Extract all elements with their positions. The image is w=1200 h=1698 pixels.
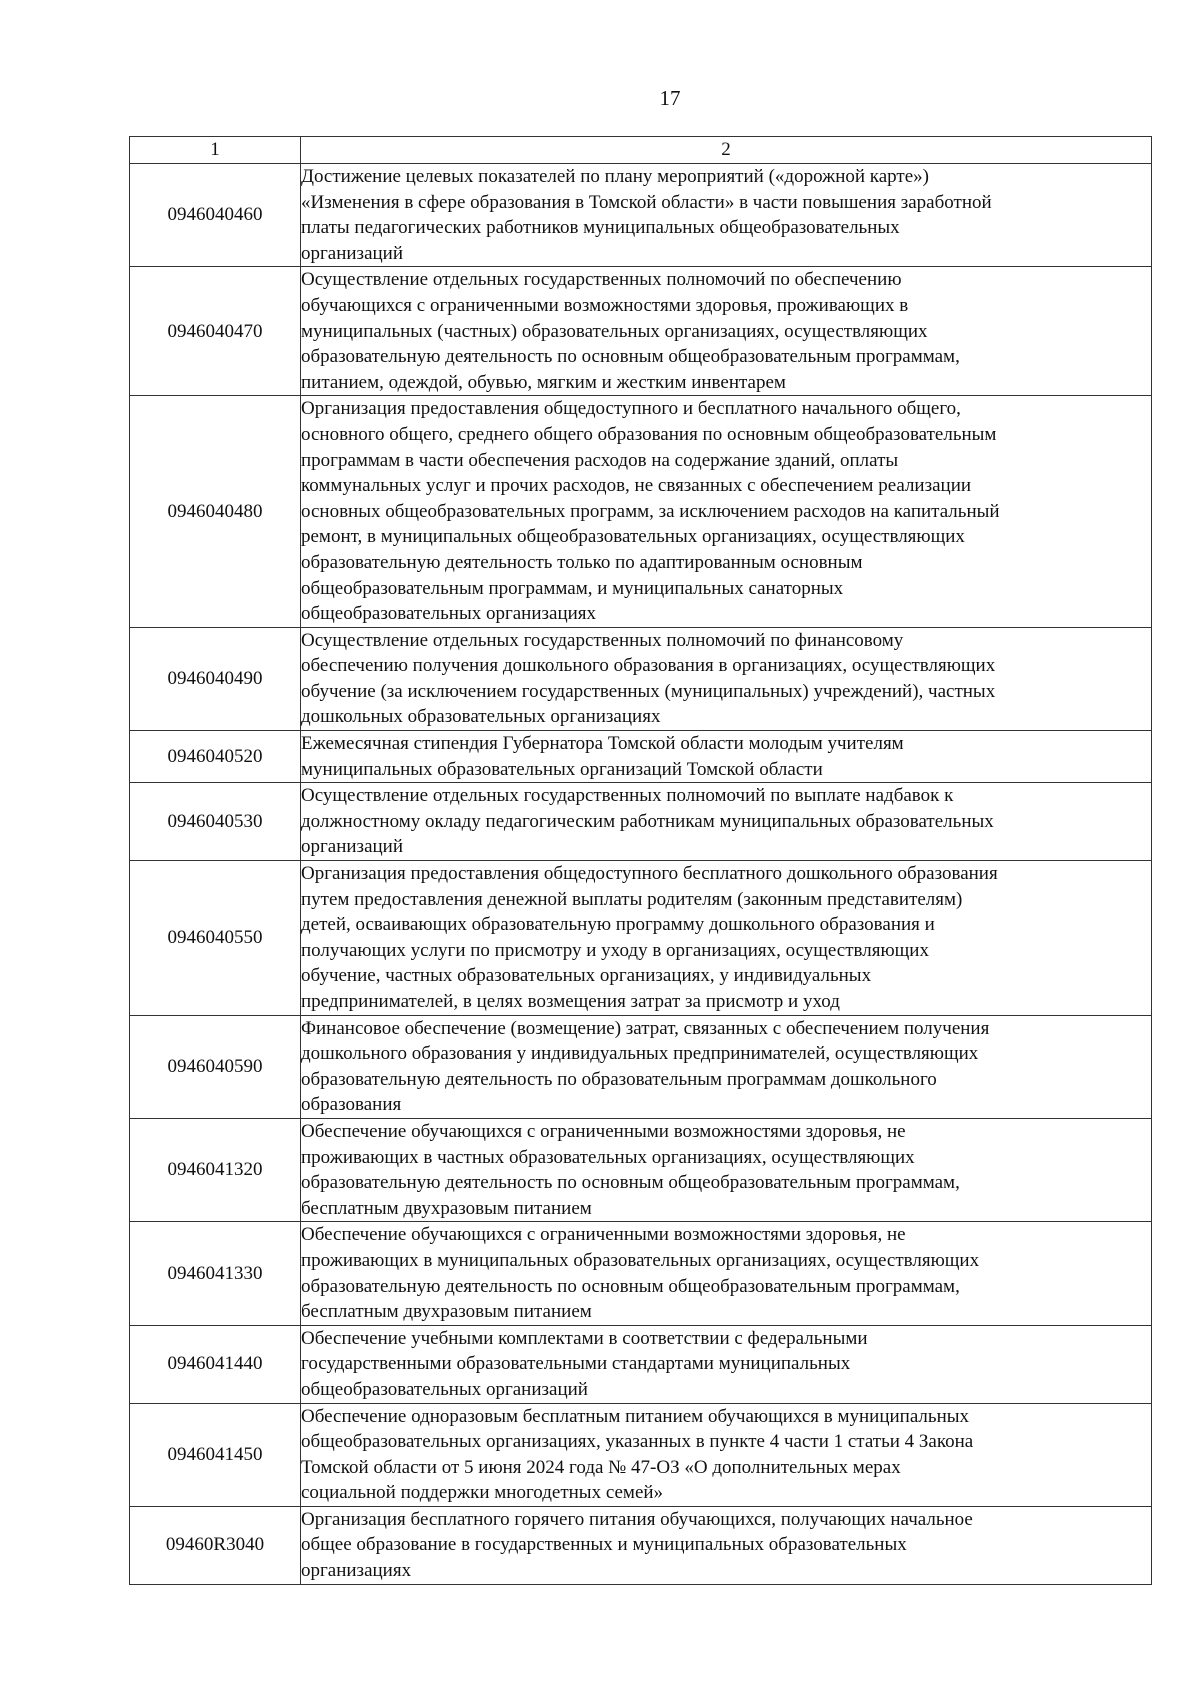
description-line: Обеспечение учебными комплектами в соответствии с федеральными bbox=[301, 1327, 868, 1349]
description-line: муниципальных образовательных организаций Томской области bbox=[301, 758, 823, 780]
description-line: обучение, частных образовательных организациях, у индивидуальных bbox=[301, 965, 872, 987]
description-line: Томской области от 5 июня 2024 года № 47-ОЗ «О дополнительных мерах bbox=[301, 1456, 901, 1478]
description-line: программам в части обеспечения расходов на содержание зданий, оплаты bbox=[301, 449, 899, 471]
table-row bbox=[130, 783, 1152, 861]
row-code: 0946041320 bbox=[130, 1118, 301, 1221]
row-code: 0946041450 bbox=[130, 1403, 301, 1506]
row-code: 09460R3040 bbox=[130, 1506, 301, 1584]
description-line: Осуществление отдельных государственных полномочий по выплате надбавок к bbox=[301, 785, 954, 807]
table-row bbox=[130, 1506, 1152, 1584]
description-line: ремонт, в муниципальных общеобразовательных организациях, осуществляющих bbox=[301, 526, 965, 548]
description-line: общее образование в государственных и муниципальных образовательных bbox=[301, 1534, 907, 1556]
table-row bbox=[130, 731, 1152, 783]
description-line: предпринимателей, в целях возмещения затрат за присмотр и уход bbox=[301, 991, 840, 1012]
budget-codes-table bbox=[129, 136, 1152, 1585]
description-line: детей, осваивающих образовательную программу дошкольного образования и bbox=[301, 914, 935, 936]
description-line: общеобразовательным программам, и муниципальных санаторных bbox=[301, 577, 844, 599]
description-line: путем предоставления денежной выплаты родителям (законным представителям) bbox=[301, 888, 963, 910]
row-description bbox=[301, 1118, 1152, 1221]
row-description bbox=[301, 1403, 1152, 1506]
description-line: Организация предоставления общедоступного и бесплатного начального общего, bbox=[301, 398, 961, 420]
row-description bbox=[301, 783, 1152, 861]
row-description bbox=[301, 164, 1152, 267]
row-code: 0946041330 bbox=[130, 1222, 301, 1325]
description-line: Осуществление отдельных государственных полномочий по обеспечению bbox=[301, 269, 902, 291]
description-line: дошкольного образования у индивидуальных предпринимателей, осуществляющих bbox=[301, 1043, 979, 1065]
table-row bbox=[130, 267, 1152, 396]
description-line: организаций bbox=[301, 242, 404, 264]
table-row bbox=[130, 627, 1152, 730]
description-line: муниципальных (частных) образовательных организациях, осуществляющих bbox=[301, 320, 928, 342]
row-code: 0946040590 bbox=[130, 1015, 301, 1118]
row-description bbox=[301, 1506, 1152, 1584]
description-line: получающих услуги по присмотру и уходу в организациях, осуществляющих bbox=[301, 939, 929, 961]
description-line: общеобразовательных организациях bbox=[301, 603, 597, 625]
table-row bbox=[130, 164, 1152, 267]
row-description bbox=[301, 731, 1152, 783]
description-line: Обеспечение одноразовым бесплатным питанием обучающихся в муниципальных bbox=[301, 1405, 970, 1427]
table-row bbox=[130, 1222, 1152, 1325]
row-code: 0946040530 bbox=[130, 783, 301, 861]
description-line: организациях bbox=[301, 1560, 412, 1582]
description-line: Достижение целевых показателей по плану мероприятий («дорожной карте») bbox=[301, 166, 929, 187]
row-description bbox=[301, 627, 1152, 730]
column-header-code: 1 bbox=[130, 137, 301, 164]
row-code: 0946040550 bbox=[130, 861, 301, 1016]
description-line: платы педагогических работников муниципальных общеобразовательных bbox=[301, 217, 900, 239]
description-line: обучение (за исключением государственных (муниципальных) учреждений), частных bbox=[301, 680, 996, 702]
page-number: 17 bbox=[659, 86, 681, 110]
row-code: 0946040520 bbox=[130, 731, 301, 783]
description-line: социальной поддержки многодетных семей» bbox=[301, 1482, 664, 1504]
table-header-row bbox=[130, 137, 1152, 164]
table-row bbox=[130, 861, 1152, 1016]
description-line: коммунальных услуг и прочих расходов, не связанных с обеспечением реализации bbox=[301, 475, 972, 497]
row-code: 0946040490 bbox=[130, 627, 301, 730]
row-description bbox=[301, 1325, 1152, 1403]
description-line: Обеспечение обучающихся с ограниченными возможностями здоровья, не bbox=[301, 1120, 906, 1142]
description-line: образовательную деятельность по образовательным программам дошкольного bbox=[301, 1068, 937, 1090]
table-row bbox=[130, 396, 1152, 627]
description-line: «Изменения в сфере образования в Томской области» в части повышения заработной bbox=[301, 191, 992, 213]
row-code: 0946041440 bbox=[130, 1325, 301, 1403]
table-row bbox=[130, 1118, 1152, 1221]
description-line: бесплатным двухразовым питанием bbox=[301, 1301, 592, 1323]
description-line: Обеспечение обучающихся с ограниченными возможностями здоровья, не bbox=[301, 1224, 906, 1246]
description-line: образовательную деятельность только по адаптированным основным bbox=[301, 551, 863, 573]
description-line: государственными образовательными стандартами муниципальных bbox=[301, 1353, 851, 1375]
description-line: Финансовое обеспечение (возмещение) затрат, связанных с обеспечением получения bbox=[301, 1017, 990, 1039]
table-body bbox=[130, 164, 1152, 1585]
description-line: образовательную деятельность по основным общеобразовательным программам, bbox=[301, 1275, 960, 1297]
description-line: общеобразовательных организациях, указанных в пункте 4 части 1 статьи 4 Закона bbox=[301, 1431, 974, 1453]
row-code: 0946040460 bbox=[130, 164, 301, 267]
table-row bbox=[130, 1325, 1152, 1403]
row-description bbox=[301, 1015, 1152, 1118]
table-row bbox=[130, 1015, 1152, 1118]
row-description bbox=[301, 861, 1152, 1016]
description-line: основных общеобразовательных программ, за исключением расходов на капитальный bbox=[301, 500, 1000, 522]
description-line: бесплатным двухразовым питанием bbox=[301, 1197, 592, 1219]
description-line: обеспечению получения дошкольного образования в организациях, осуществляющих bbox=[301, 655, 996, 677]
description-line: общеобразовательных организаций bbox=[301, 1378, 588, 1400]
description-line: образовательную деятельность по основным общеобразовательным программам, bbox=[301, 346, 960, 368]
description-line: должностному окладу педагогическим работникам муниципальных образовательных bbox=[301, 810, 994, 832]
description-line: обучающихся с ограниченными возможностями здоровья, проживающих в bbox=[301, 294, 909, 316]
row-code: 0946040480 bbox=[130, 396, 301, 627]
row-description bbox=[301, 396, 1152, 627]
description-line: основного общего, среднего общего образования по основным общеобразовательным bbox=[301, 423, 997, 445]
table-row bbox=[130, 1403, 1152, 1506]
row-description bbox=[301, 267, 1152, 396]
description-line: Организация предоставления общедоступного бесплатного дошкольного образования bbox=[301, 863, 998, 885]
description-line: дошкольных образовательных организациях bbox=[301, 706, 661, 728]
description-line: проживающих в частных образовательных организациях, осуществляющих bbox=[301, 1146, 915, 1168]
row-description bbox=[301, 1222, 1152, 1325]
description-line: организаций bbox=[301, 836, 404, 858]
column-header-description: 2 bbox=[301, 137, 1152, 164]
description-line: Ежемесячная стипендия Губернатора Томской области молодым учителям bbox=[301, 733, 904, 755]
row-code: 0946040470 bbox=[130, 267, 301, 396]
description-line: образовательную деятельность по основным общеобразовательным программам, bbox=[301, 1172, 960, 1194]
description-line: проживающих в муниципальных образовательных организациях, осуществляющих bbox=[301, 1249, 980, 1271]
description-line: образования bbox=[301, 1094, 402, 1116]
description-line: Осуществление отдельных государственных полномочий по финансовому bbox=[301, 629, 904, 651]
description-line: Организация бесплатного горячего питания обучающихся, получающих начальное bbox=[301, 1508, 973, 1530]
description-line: питанием, одеждой, обувью, мягким и жестким инвентарем bbox=[301, 371, 786, 393]
